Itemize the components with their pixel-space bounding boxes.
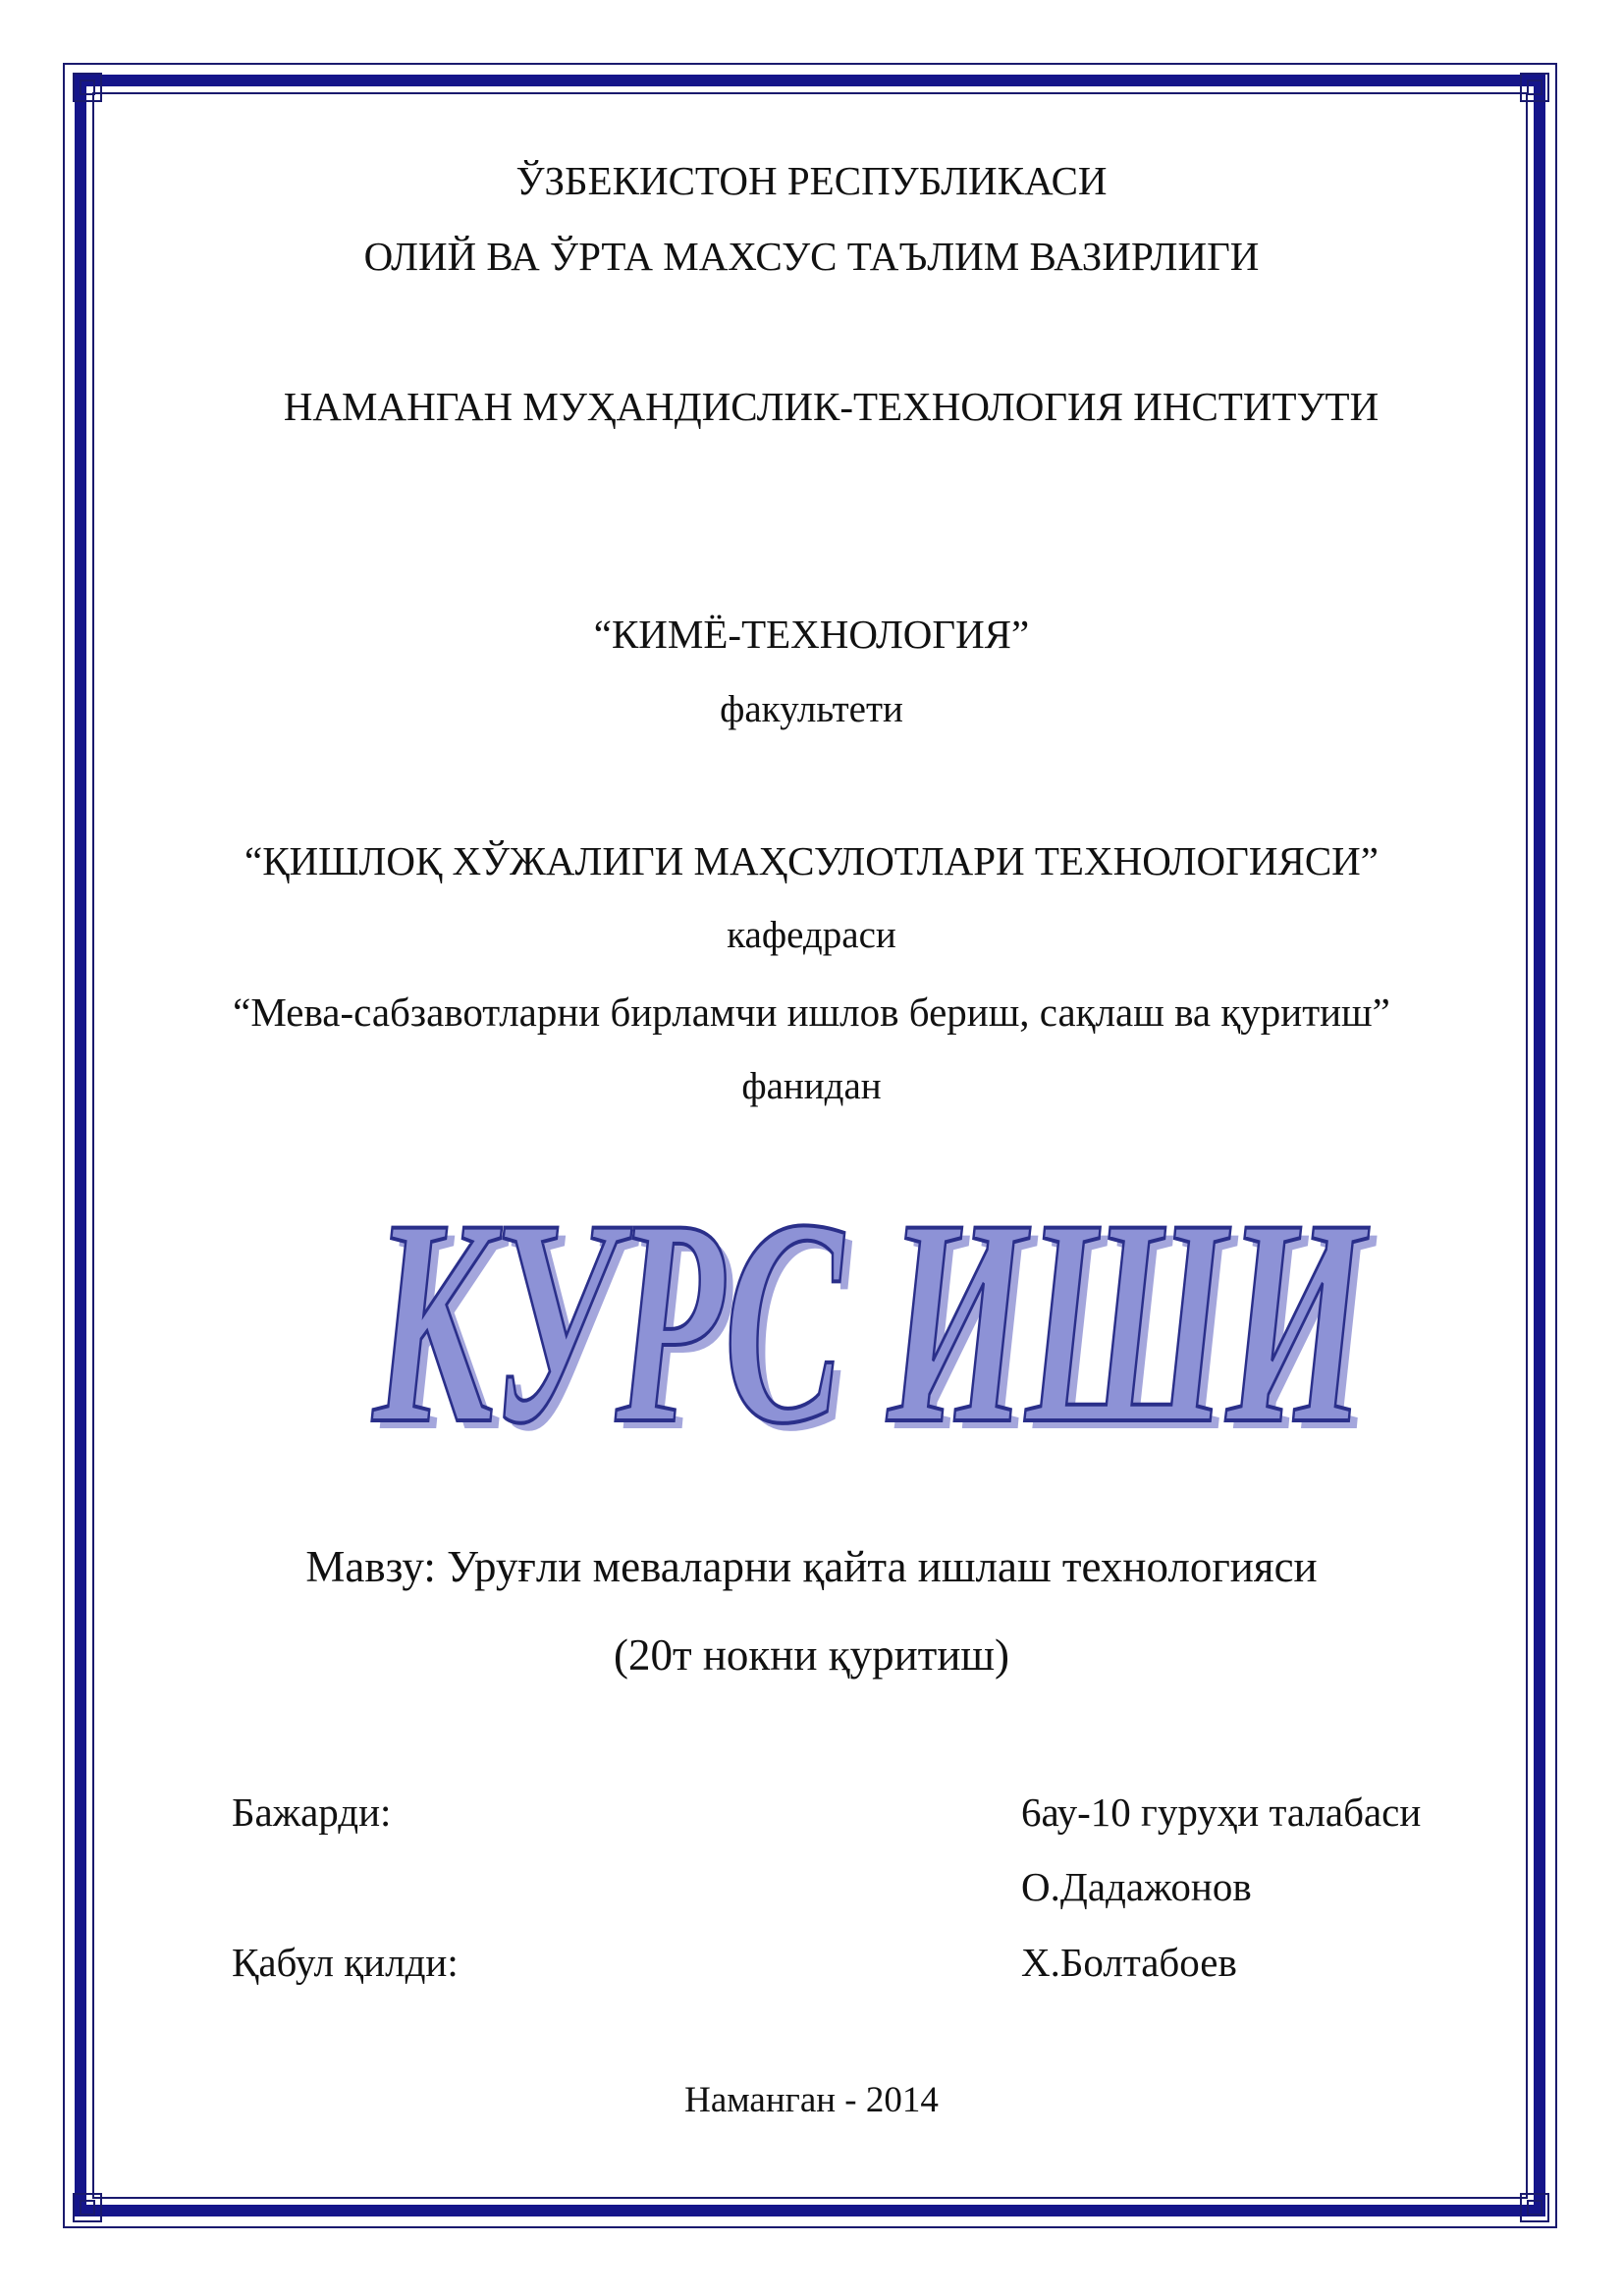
course-work-title-text: КУРС ИШИ xyxy=(370,1183,1372,1468)
accepted-by-label: Қабул қилди: xyxy=(232,1940,459,1985)
course-work-title xyxy=(334,1183,1404,1468)
corner-ornament-bottom-left xyxy=(73,2193,102,2222)
department-label: кафедраси xyxy=(727,914,896,956)
topic-line-1: Мавзу: Уруғли меваларни қайта ишлаш технологияси xyxy=(305,1542,1318,1591)
faculty-name: “КИМЁ-ТЕХНОЛОГИЯ” xyxy=(593,612,1030,657)
done-by-label: Бажарди: xyxy=(232,1789,392,1835)
subject-name: “Мева-сабзавотларни бирламчи ишлов бериш, сақлаш ва қуритиш” xyxy=(233,989,1390,1035)
corner-ornament-top-right xyxy=(1520,73,1549,102)
topic-line-2: (20т нокни қуритиш) xyxy=(613,1630,1010,1680)
teacher-name: Х.Болтабоев xyxy=(1021,1940,1237,1985)
footer-city-year: Наманган - 2014 xyxy=(684,2080,939,2120)
header-ministry: ОЛИЙ ВА ЎРТА МАХСУС ТАЪЛИМ ВАЗИРЛИГИ xyxy=(363,234,1260,279)
student-group: 6ау-10 гуруҳи талабаси xyxy=(1021,1789,1422,1835)
student-name: О.Дадажонов xyxy=(1021,1864,1252,1909)
corner-ornament-top-left xyxy=(73,73,102,102)
subject-label: фанидан xyxy=(741,1065,882,1107)
course-work-title-shadow: КУРС ИШИ xyxy=(378,1183,1380,1468)
department-name: “ҚИШЛОҚ ХЎЖАЛИГИ МАҲСУЛОТЛАРИ ТЕХНОЛОГИЯСИ” xyxy=(244,838,1379,883)
header-republic: ЎЗБЕКИСТОН РЕСПУБЛИКАСИ xyxy=(515,158,1108,203)
faculty-label: факультети xyxy=(720,688,903,730)
corner-ornament-bottom-right xyxy=(1520,2193,1549,2222)
header-institute: НАМАНГАН МУҲАНДИСЛИК-ТЕХНОЛОГИЯ ИНСТИТУТИ xyxy=(283,384,1380,429)
